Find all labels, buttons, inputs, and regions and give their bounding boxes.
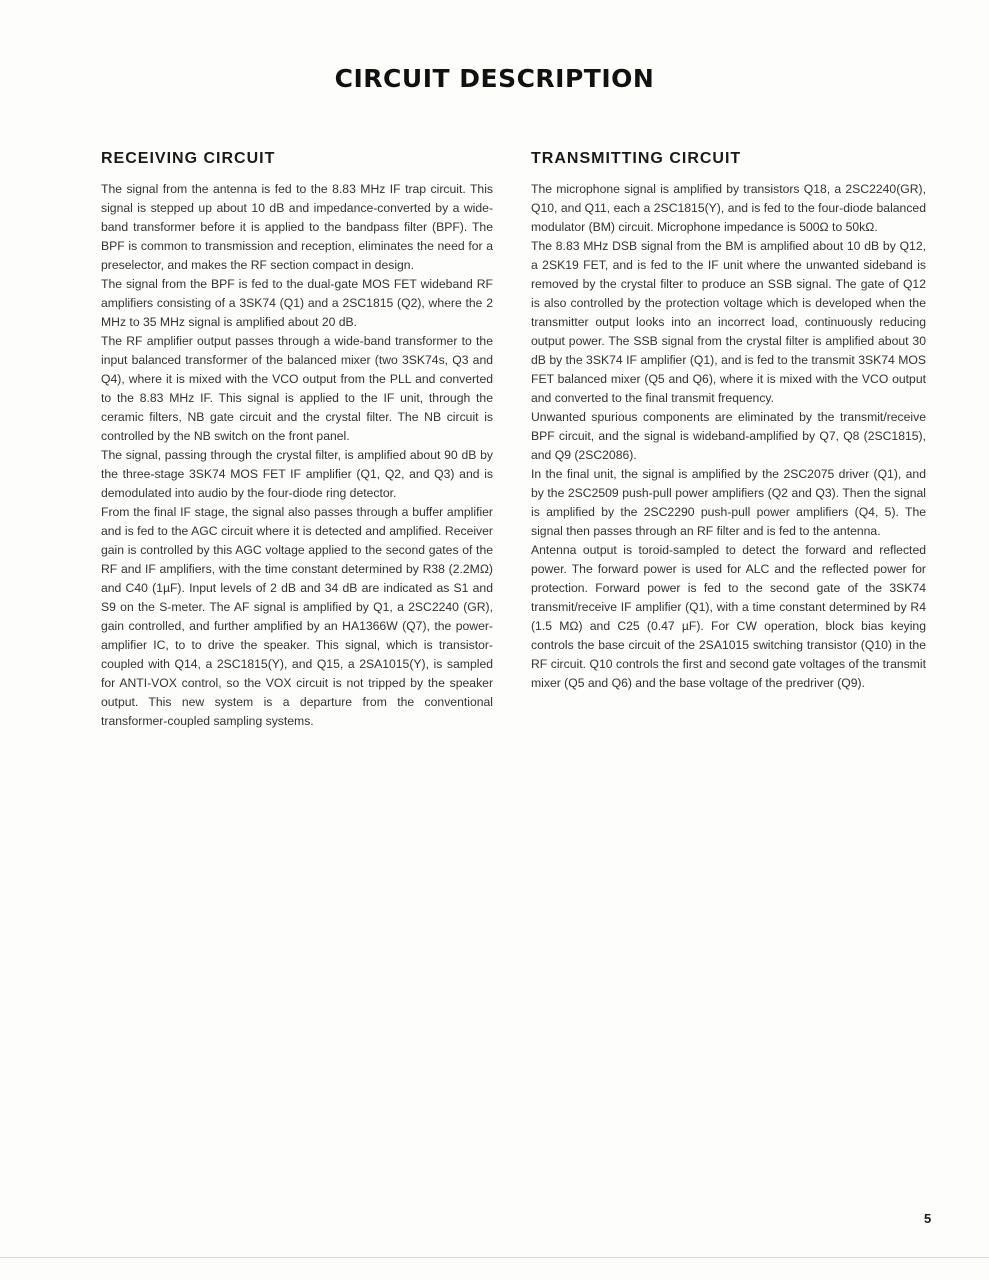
page-title: CIRCUIT DESCRIPTION [334,64,655,93]
page-number: 5 [924,1211,932,1226]
receiving-body [101,180,493,731]
receiving-heading: RECEIVING CIRCUIT [101,150,276,167]
transmitting-paragraph: Unwanted spurious components are eliminated by the transmit/receive BPF circuit, and the signal is wideband-amplified by Q7, Q8 (2SC1815), and Q9 (2SC2086). [531,410,926,462]
transmitting-heading: TRANSMITTING CIRCUIT [531,150,742,167]
receiving-paragraph: The signal from the antenna is fed to the 8.83 MHz IF trap circuit. This signal is stepped up about 10 dB and impedance-converted by a wide-band transformer before it is applied to the bandpass filter (BPF). The BPF is common to transmission and reception, eliminates the need for a preselector, and makes the RF section compact in design. [101,182,493,272]
receiving-paragraph: The RF amplifier output passes through a wide-band transformer to the input balanced transformer of the balanced mixer (two 3SK74s, Q3 and Q4), where it is mixed with the VCO output from the PLL and converted to the 8.83 MHz IF. This signal is applied to the IF unit, through the ceramic filters, NB gate circuit and the crystal filter. The NB circuit is controlled by the NB switch on the front panel. [101,334,493,443]
transmitting-paragraph: The 8.83 MHz DSB signal from the BM is amplified about 10 dB by Q12, a 2SK19 FET, and is fed to the IF unit where the unwanted sideband is removed by the crystal filter to produce an SSB signal. The gate of Q12 is also controlled by the protection voltage which is developed when the transmitter output looks into an incorrect load, continuously reducing output power. The SSB signal from the crystal filter is amplified about 30 dB by the 3SK74 IF amplifier (Q1), and is fed to the transmit 3SK74 MOS FET balanced mixer (Q5 and Q6), where it is mixed with the VCO output and converted to the final transmit frequency. [531,239,926,405]
bottom-divider [0,1257,989,1258]
transmitting-paragraph: The microphone signal is amplified by transistors Q18, a 2SC2240(GR), Q10, and Q11, each a 2SC1815(Y), and is fed to the four-diode balanced modulator (BM) circuit. Microphone impedance is 500Ω to 50kΩ. [531,182,926,234]
receiving-paragraph: From the final IF stage, the signal also passes through a buffer amplifier and is fed to the AGC circuit where it is detected and amplified. Receiver gain is controlled by this AGC voltage applied to the second gates of the RF and IF amplifiers, with the time constant determined by R38 (2.2MΩ) and C40 (1µF). Input levels of 2 dB and 34 dB are indicated as S1 and S9 on the S-meter. The AF signal is amplified by Q1, a 2SC2240 (GR), gain controlled, and further amplified by an HA1366W (Q7), the power-amplifier IC, to to drive the speaker. This signal, which is transistor-coupled with Q14, a 2SC1815(Y), and Q15, a 2SA1015(Y), is sampled for ANTI-VOX control, so the VOX circuit is not tripped by the speaker output. This new system is a departure from the conventional transformer-coupled sampling systems. [101,505,493,728]
transmitting-paragraph: Antenna output is toroid-sampled to detect the forward and reflected power. The forward power is used for ALC and the reflected power for protection. Forward power is fed to the second gate of the 3SK74 transmit/receive IF amplifier (Q1), with a time constant determined by R4 (1.5 MΩ) and C25 (0.47 µF). For CW operation, block bias keying controls the base circuit of the 2SA1015 switching transistor (Q10) in the RF circuit. Q10 controls the first and second gate voltages of the transmit mixer (Q5 and Q6) and the base voltage of the predriver (Q9). [531,543,926,690]
transmitting-paragraph: In the final unit, the signal is amplified by the 2SC2075 driver (Q1), and by the 2SC2509 push-pull power amplifiers (Q2 and Q3). Then the signal is amplified by the 2SC2290 push-pull power amplifiers (Q4, 5). The signal then passes through an RF filter and is fed to the antenna. [531,467,926,538]
receiving-column [101,150,493,731]
receiving-paragraph: The signal from the BPF is fed to the dual-gate MOS FET wideband RF amplifiers consisting of a 3SK74 (Q1) and a 2SC1815 (Q2), where the 2 MHz to 35 MHz signal is amplified about 20 dB. [101,277,493,329]
transmitting-body [531,180,926,693]
transmitting-column [531,150,926,693]
receiving-paragraph: The signal, passing through the crystal filter, is amplified about 90 dB by the three-stage 3SK74 MOS FET IF amplifier (Q1, Q2, and Q3) and is demodulated into audio by the four-diode ring detector. [101,448,493,500]
